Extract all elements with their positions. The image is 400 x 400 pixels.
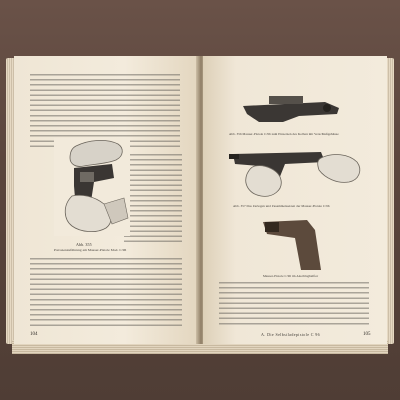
holster-photo: [259, 216, 339, 272]
left-page-text-column: [124, 154, 182, 242]
right-hand: [318, 155, 360, 183]
left-page: [14, 56, 199, 344]
right-page-text-bottom: [219, 282, 369, 326]
pistol-top-photo: [239, 92, 349, 126]
figure-caption-356: Abb. 356 Mauser-Pistole C/96 zum Einsetzen des Kolben mit Verschlußgehäuse: [229, 132, 339, 136]
running-head: A. Die Selbstladepistole C 96: [261, 332, 321, 337]
left-page-text-bottom: [30, 258, 182, 326]
figure-caption-number: Abb. 355: [76, 242, 92, 247]
pistol-top-hammer: [323, 104, 331, 112]
pistol-side-barrel: [229, 154, 239, 159]
figure-caption-357: Abb. 357 Das Zerlegen und Zusammensetzen der Mauser-Pistole C/96: [233, 204, 330, 208]
figure-caption-holster: Mauser-Pistole C/96 im Anschlaghalfter: [263, 274, 319, 278]
right-page: [203, 56, 387, 344]
pistol-hands-photo: [225, 144, 367, 200]
hands-pistol-photo: [54, 138, 130, 236]
page-number-left: 104: [30, 332, 38, 337]
pistol-top-sight: [269, 96, 303, 104]
pistol-magazine: [80, 172, 94, 182]
page-number-right: 105: [363, 332, 371, 337]
figure-caption-text: Patronenzuführung am Mauser-Pistole Mod. C/96: [54, 248, 127, 252]
holster-fitting: [265, 222, 279, 232]
